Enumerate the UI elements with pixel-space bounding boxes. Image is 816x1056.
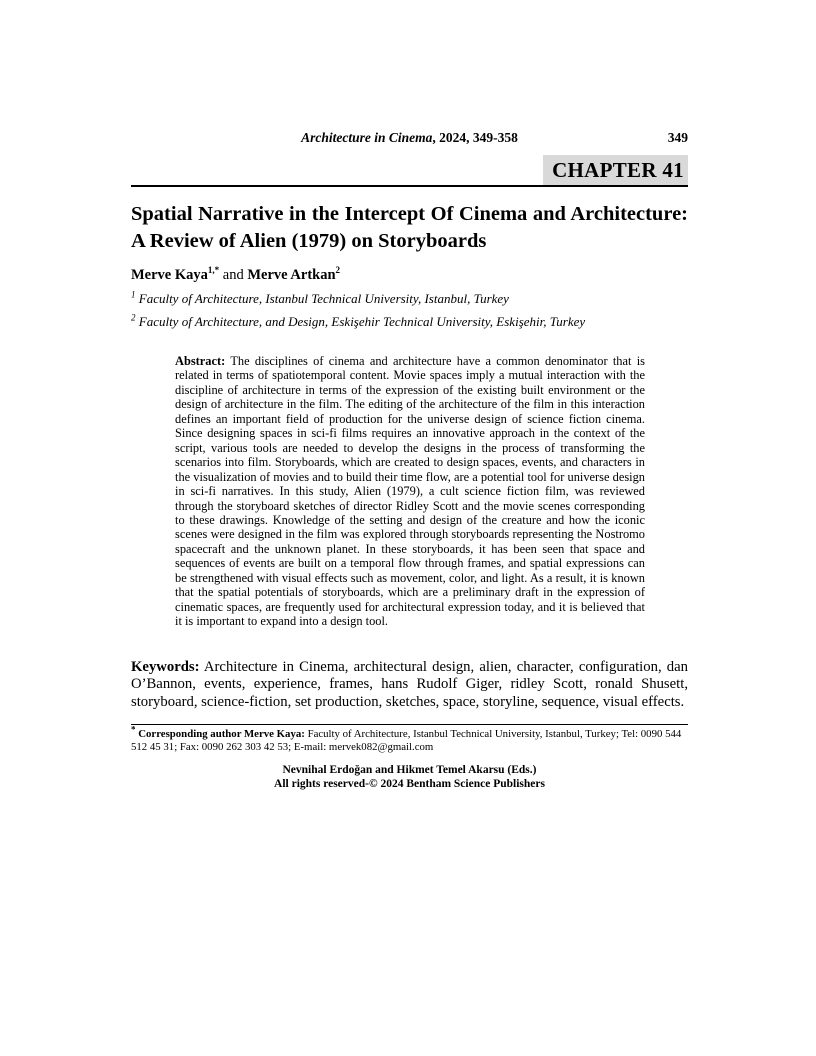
affiliation-2-text: Faculty of Architecture, and Design, Eskişehir Technical University, Eskişehir, Turkey (138, 314, 586, 329)
abstract-text: The disciplines of cinema and architecture have a common denominator that is related in terms of spatiotemporal content. Movie spaces imply a mutual interaction with the discipline of architecture in terms of the expression of the existing built environment or the design of architecture in the film. The editing of the architecture of the film in this interaction defines an important field of production for the universe design of science fiction cinema. Since designing spaces in sci-fi films requires an innovative approach in the context of the script, various tools are needed to develop the designs in the process of transforming the scenarios into film. Storyboards, which are created to design spaces, events, and characters in the visualization of movies and to build their time flow, are a potential tool for universe design in sci-fi narratives. In this study, Alien (1979), a cult science fiction film, was reviewed through the storyboard sketches of director Ridley Scott and the movie scenes corresponding to these drawings. Knowledge of the setting and design of the creature and how the iconic scenes were designed in the film was explored through storyboards representing the Nostromo spacecraft and the unknown planet. In these storyboards, it has been seen that space and sequences of events are built on a temporal flow through frames, and spatial expressions can be strengthened with visual effects such as movement, color, and light. As a result, it is known that the spatial potentials of storyboards, which are a preliminary draft in the expression of cinematic spaces, are frequently used for architectural expression today, and it is believed that it is important to expand into a design tool. (175, 354, 646, 629)
abstract-label: Abstract: (175, 354, 226, 368)
chapter-rule (131, 155, 688, 187)
footnote-asterisk: * (131, 724, 136, 735)
editors-line: Nevnihal Erdoğan and Hikmet Temel Akarsu (Eds.) (282, 764, 537, 777)
author-1-name: Merve Kaya (131, 267, 208, 283)
rights-line: All rights reserved-© 2024 Bentham Science Publishers (274, 778, 545, 791)
chapter-banner: CHAPTER 41 (543, 155, 688, 185)
affiliation-2-superscript: 2 (131, 312, 136, 323)
running-head (131, 130, 688, 146)
page-number: 349 (667, 130, 688, 145)
author-line (131, 267, 688, 284)
chapter-page (131, 0, 688, 792)
author-1-superscript: 1,* (207, 265, 220, 276)
affiliation-1 (131, 291, 688, 307)
author-2-superscript: 2 (335, 265, 341, 276)
article-title: Spatial Narrative in the Intercept Of Cinema and Architecture: A Review of Alien (1979) on Storyboards (131, 203, 688, 252)
affiliation-2 (131, 314, 688, 330)
footnote-text: Faculty of Architecture, Istanbul Technical University, Istanbul, Turkey; Tel: 0090 544 512 45 31; Fax: 0090 262 303 42 53; E-mail: mervek082@gmail.com (131, 728, 682, 753)
footnote-label: Corresponding author Merve Kaya: (138, 728, 305, 740)
journal-title: Architecture in Cinema (301, 130, 433, 145)
running-head-title (131, 130, 688, 146)
abstract (175, 354, 645, 629)
keywords-text: Architecture in Cinema, architectural design, alien, character, configuration, dan O’Bannon, events, experience, frames, hans Rudolf Giger, ridley Scott, ronald Shusett, storyboard, science-fiction, set production, sketches, space, storyline, sequence, visual effects. (131, 658, 688, 711)
book-footer (131, 764, 688, 792)
corresponding-author-footnote (131, 724, 688, 753)
keywords (131, 659, 688, 712)
affiliation-1-text: Faculty of Architecture, Istanbul Technical University, Istanbul, Turkey (138, 291, 509, 306)
keywords-label: Keywords: (131, 658, 200, 675)
author-conjunction: and (222, 267, 244, 283)
footnote-divider (131, 724, 688, 725)
author-2-name: Merve Artkan (247, 267, 336, 283)
journal-citation: , 2024, 349-358 (432, 130, 518, 145)
affiliation-1-superscript: 1 (131, 289, 136, 300)
